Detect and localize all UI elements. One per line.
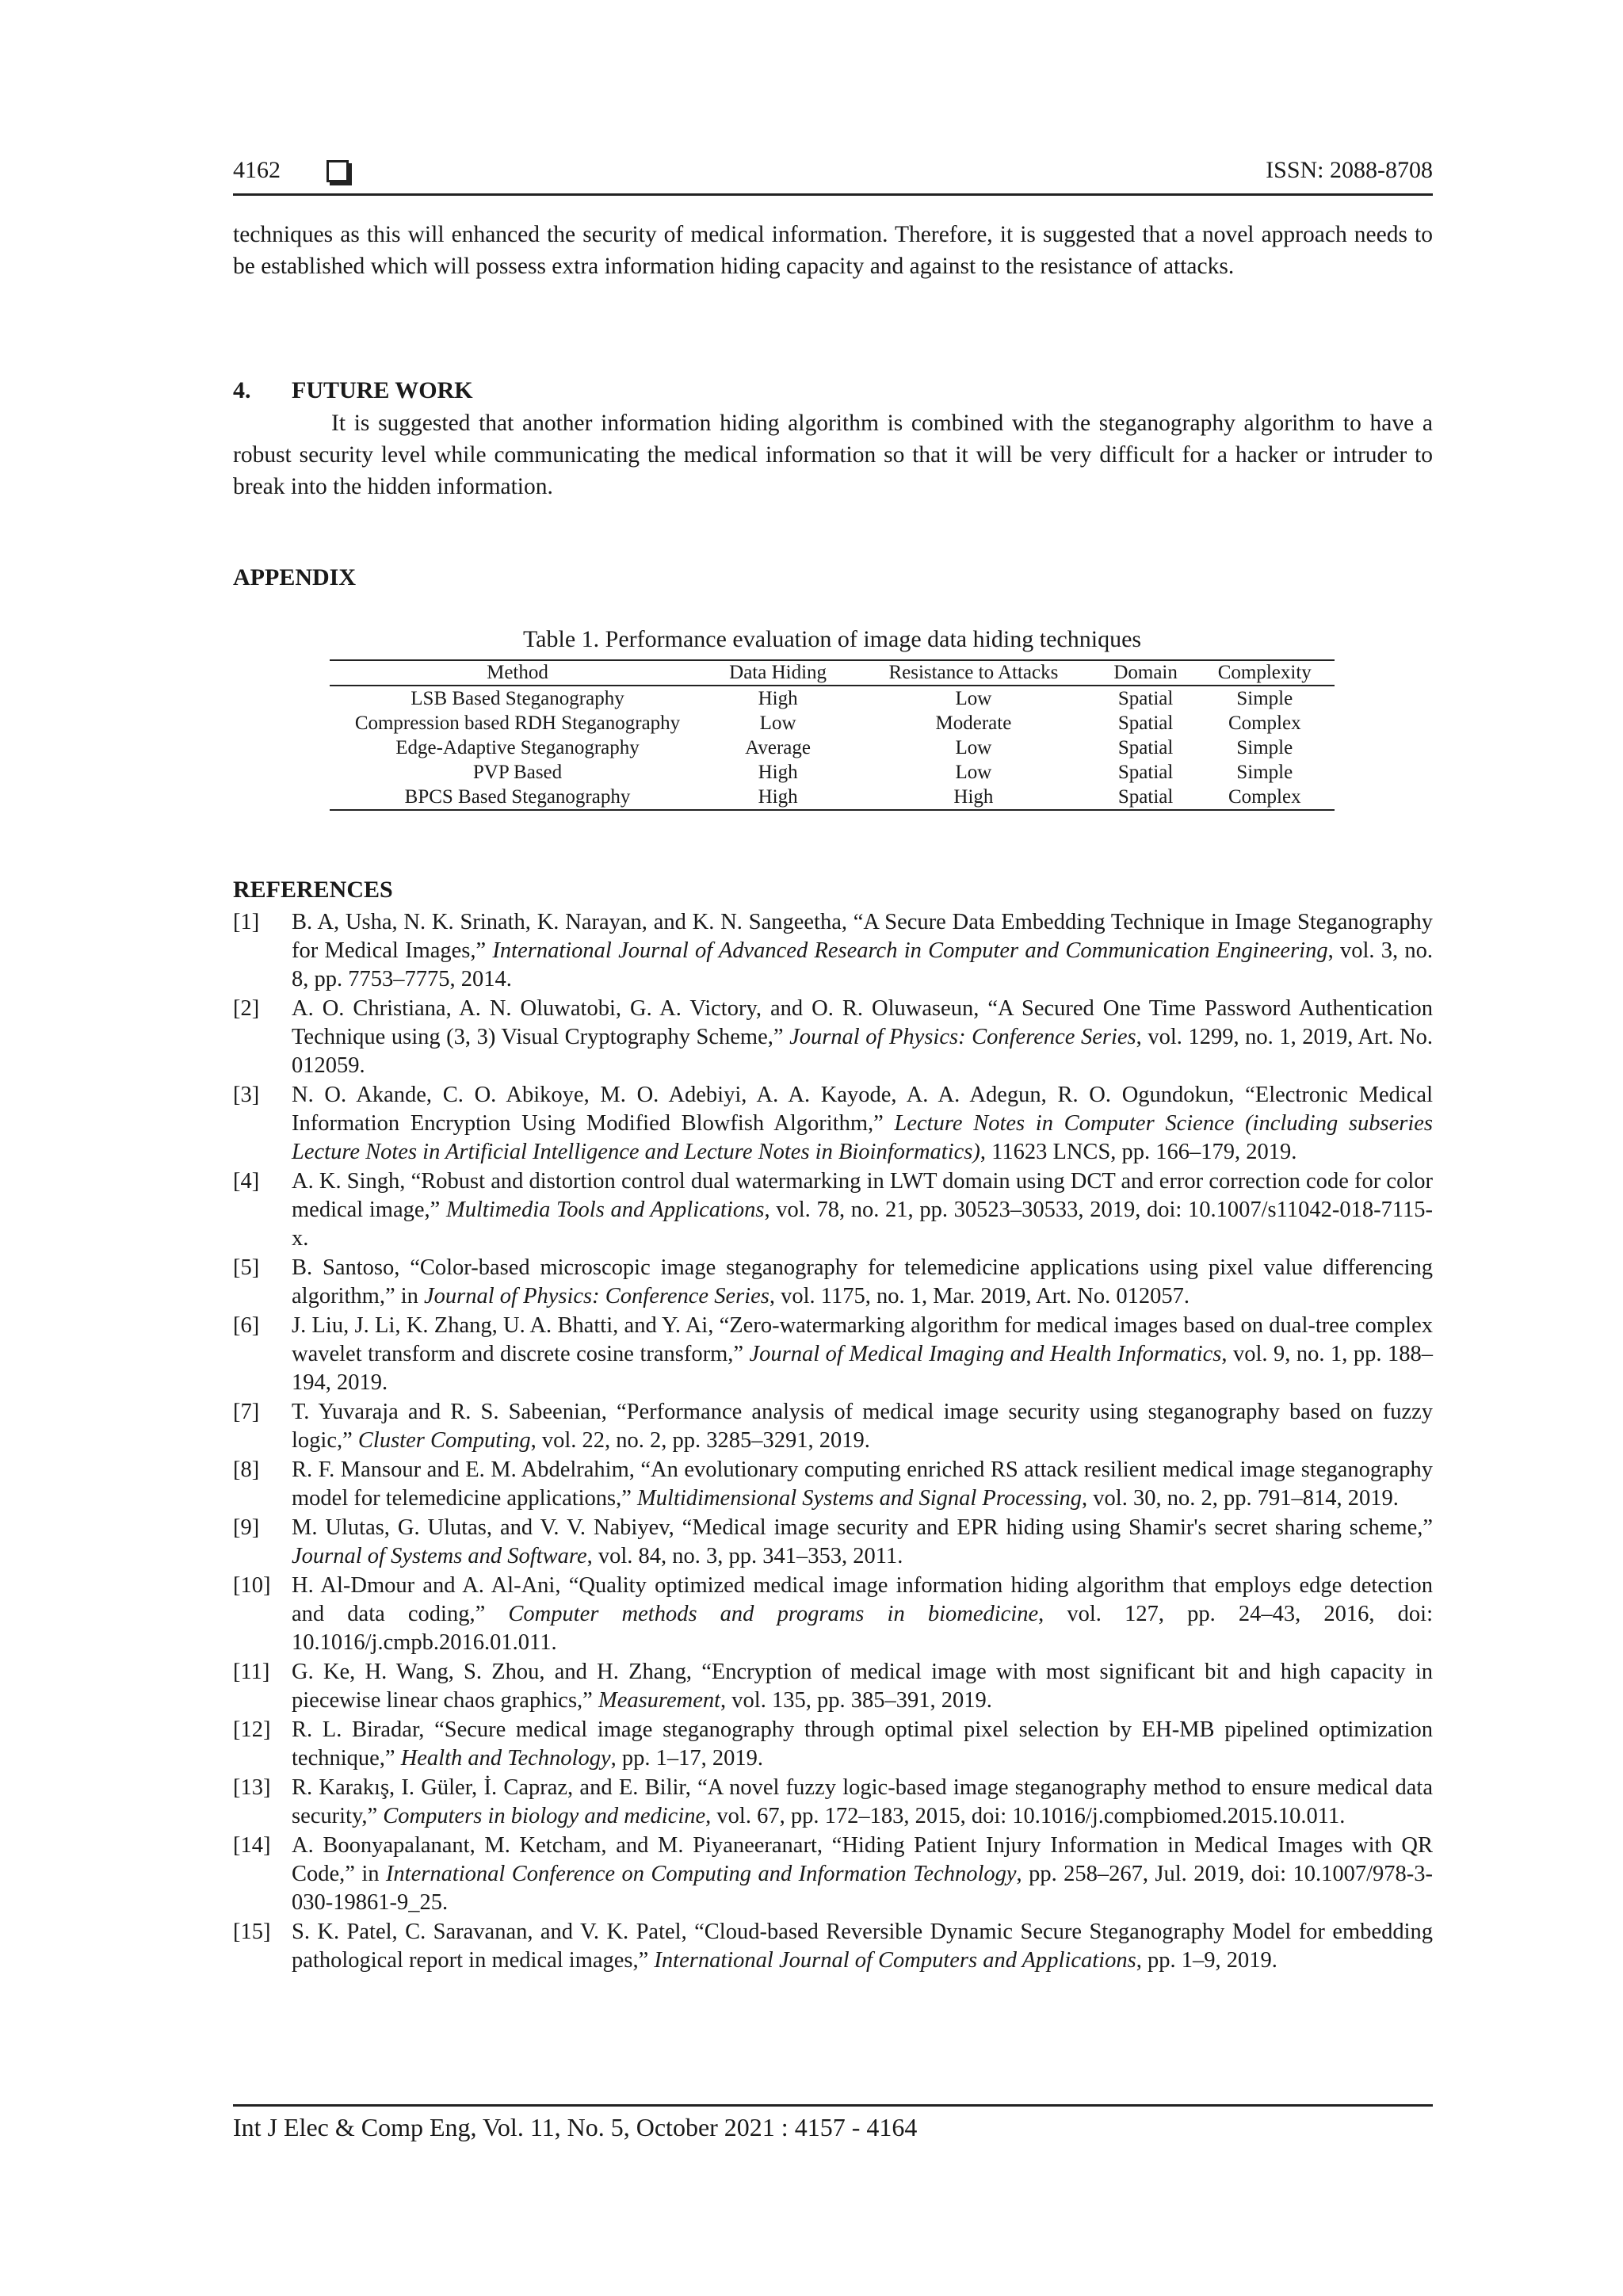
- reference-text: A. Boonyapalanant, M. Ketcham, and M. Piyaneeranart, “Hiding Patient Injury Information in Medical Images with QR Code,” in: [292, 1833, 1433, 1886]
- reference-venue: Measurement: [598, 1688, 721, 1713]
- reference-text: A. K. Singh, “Robust and distortion control dual watermarking in LWT domain using DCT and error correction code for color medical image,”: [292, 1169, 1433, 1222]
- reference-number: [14]: [233, 1833, 271, 1858]
- references-heading: REFERENCES: [233, 877, 393, 903]
- reference-venue: Health and Technology: [400, 1746, 611, 1771]
- table-cell: Spatial: [1097, 785, 1195, 810]
- reference-text: J. Liu, J. Li, K. Zhang, U. A. Bhatti, and Y. Ai, “Zero-watermarking algorithm for medical images based on dual-tree complex wavelet transform and discrete cosine transform,”: [292, 1313, 1433, 1366]
- reference-venue: Lecture Notes in Computer Science (including subseries Lecture Notes in Artificial Intelligence and Lecture Notes in Bioinformatics): [292, 1111, 1433, 1164]
- table-cell: Spatial: [1117, 736, 1174, 758]
- table-cell: Average: [745, 736, 811, 758]
- table-row: [330, 686, 1335, 711]
- reference-item: [233, 1832, 1433, 1917]
- reference-details: , vol. 84, no. 3, pp. 341–353, 2011.: [586, 1544, 903, 1568]
- reference-item: [233, 1456, 1433, 1513]
- reference-number: [13]: [233, 1775, 271, 1800]
- table-cell: Simple: [1236, 736, 1293, 758]
- reference-venue: Journal of Systems and Software: [292, 1544, 587, 1568]
- reference-text: R. Karakış, I. Güler, İ. Capraz, and E. Bilir, “A novel fuzzy logic-based image steganography method to ensure medical data security,”: [292, 1775, 1433, 1828]
- reference-venue: Computer methods and programs in biomedicine: [508, 1602, 1039, 1626]
- reference-details: , vol. 22, no. 2, pp. 3285–3291, 2019.: [530, 1428, 870, 1453]
- reference-details: , vol. 67, pp. 172–183, 2015, doi: 10.1016/j.compbiomed.2015.10.011.: [705, 1804, 1346, 1828]
- reference-item: [233, 1774, 1433, 1831]
- column-header: Method: [330, 660, 705, 686]
- section-heading-future-work: [233, 377, 473, 404]
- reference-number: [5]: [233, 1255, 260, 1280]
- reference-details: , vol. 30, no. 2, pp. 791–814, 2019.: [1082, 1486, 1399, 1511]
- table-row: [330, 760, 1335, 785]
- table-cell: Complex: [1195, 785, 1335, 810]
- reference-number: [8]: [233, 1457, 260, 1482]
- page-header: [233, 152, 1433, 196]
- reference-number: [3]: [233, 1083, 260, 1107]
- reference-text: G. Ke, H. Wang, S. Zhou, and H. Zhang, “Encryption of medical image with most significant bit and high capacity in piecewise linear chaos graphics,”: [292, 1660, 1433, 1713]
- reference-text: S. K. Patel, C. Saravanan, and V. K. Patel, “Cloud-based Reversible Dynamic Secure Steganography Model for embedding pathological report in medical images,”: [292, 1920, 1433, 1973]
- reference-text: M. Ulutas, G. Ulutas, and V. V. Nabiyev, “Medical image security and EPR hiding using Shamir's secret sharing scheme,”: [292, 1515, 1433, 1540]
- reference-venue: Journal of Physics: Conference Series: [424, 1284, 769, 1308]
- section-number: 4.: [233, 377, 251, 403]
- table-header-row: [330, 660, 1335, 686]
- reference-text: R. L. Biradar, “Secure medical image steganography through optimal pixel selection by EH-MB pipelined optimization technique,”: [292, 1717, 1433, 1771]
- table-cell: High: [850, 785, 1096, 810]
- table-cell: Compression based RDH Steganography: [354, 712, 681, 734]
- table-cell: Complex: [1228, 712, 1301, 734]
- reference-item: [233, 995, 1433, 1080]
- column-header: Domain: [1097, 660, 1195, 686]
- table-cell: Low: [955, 687, 992, 709]
- reference-venue: International Journal of Computers and Applications: [654, 1948, 1136, 1973]
- reference-item: [233, 1572, 1433, 1657]
- reference-item: [233, 1167, 1433, 1253]
- reference-text: H. Al-Dmour and A. Al-Ani, “Quality optimized medical image information hiding algorithm that employs edge detection and data coding,”: [292, 1573, 1433, 1626]
- intro-paragraph: techniques as this will enhanced the security of medical information. Therefore, it is suggested that a novel approach needs to be established which will possess extra information hiding capacity and against to the resistance of attacks.: [233, 222, 1433, 279]
- reference-number: [7]: [233, 1400, 260, 1424]
- table-cell: Low: [955, 736, 992, 758]
- square-box-icon: [327, 160, 349, 182]
- reference-details: , pp. 1–17, 2019.: [610, 1746, 763, 1771]
- issn-label: ISSN: 2088-8708: [1266, 157, 1433, 183]
- reference-number: [10]: [233, 1573, 271, 1598]
- reference-item: [233, 908, 1433, 994]
- table-cell: Moderate: [935, 712, 1012, 734]
- reference-details: , vol. 3, no. 8, pp. 7753–7775, 2014.: [292, 938, 1433, 991]
- reference-item: [233, 1254, 1433, 1311]
- reference-text: R. F. Mansour and E. M. Abdelrahim, “An evolutionary computing enriched RS attack resilient medical image steganography model for telemedicine applications,”: [292, 1457, 1433, 1511]
- table-cell: LSB Based Steganography: [411, 687, 624, 709]
- reference-venue: Computers in biology and medicine: [383, 1804, 706, 1828]
- reference-number: [9]: [233, 1515, 260, 1540]
- table-cell: Spatial: [1117, 761, 1174, 783]
- reference-details: , vol. 9, no. 1, pp. 188–194, 2019.: [292, 1342, 1434, 1395]
- section-title: FUTURE WORK: [292, 377, 473, 403]
- reference-item: [233, 1658, 1433, 1715]
- reference-venue: Journal of Physics: Conference Series: [789, 1025, 1136, 1049]
- reference-list: [233, 908, 1433, 1976]
- reference-text: T. Yuvaraja and R. S. Sabeenian, “Performance analysis of medical image security using steganography based on fuzzy logic,”: [292, 1400, 1433, 1453]
- reference-number: [1]: [233, 910, 260, 934]
- reference-venue: Multidimensional Systems and Signal Processing: [637, 1486, 1083, 1511]
- reference-details: , vol. 78, no. 21, pp. 30523–30533, 2019, doi: 10.1007/s11042-018-7115-x.: [292, 1198, 1433, 1251]
- reference-item: [233, 1918, 1433, 1975]
- reference-details: , vol. 1299, no. 1, 2019, Art. No. 012059.: [292, 1025, 1433, 1078]
- reference-number: [12]: [233, 1717, 271, 1742]
- future-work-paragraph: It is suggested that another information hiding algorithm is combined with the steganography algorithm to have a robust security level while communicating the medical information so that it will be very difficult for a hacker or intruder to break into the hidden information.: [233, 411, 1433, 499]
- table-row: [330, 735, 1335, 760]
- table-cell: Spatial: [1117, 712, 1174, 734]
- appendix-heading: APPENDIX: [233, 564, 356, 590]
- table-cell: BPCS Based Steganography: [330, 785, 705, 810]
- table-cell: PVP Based: [472, 761, 563, 783]
- reference-number: [2]: [233, 996, 260, 1021]
- reference-text: N. O. Akande, C. O. Abikoye, M. O. Adebiyi, A. A. Kayode, A. A. Adegun, R. O. Ogundokun, “Electronic Medical Information Encryption Using Modified Blowfish Algorithm,”: [292, 1083, 1433, 1136]
- table-cell: Simple: [1236, 687, 1293, 709]
- table-cell: High: [758, 687, 798, 709]
- reference-text: A. O. Christiana, A. N. Oluwatobi, G. A. Victory, and O. R. Oluwaseun, “A Secured One Time Password Authentication Technique using (3, 3) Visual Cryptography Scheme,”: [292, 996, 1433, 1049]
- reference-details: , 11623 LNCS, pp. 166–179, 2019.: [980, 1140, 1297, 1164]
- reference-details: , vol. 127, pp. 24–43, 2016, doi: 10.1016/j.cmpb.2016.01.011.: [292, 1602, 1433, 1655]
- reference-venue: International Journal of Advanced Research in Computer and Communication Engineering: [492, 938, 1328, 963]
- column-header: Complexity: [1195, 660, 1335, 686]
- reference-details: , vol. 135, pp. 385–391, 2019.: [720, 1688, 992, 1713]
- reference-number: [6]: [233, 1313, 260, 1338]
- reference-number: [15]: [233, 1920, 271, 1944]
- reference-details: , pp. 258–267, Jul. 2019, doi: 10.1007/978-3-030-19861-9_25.: [292, 1862, 1433, 1915]
- table-cell: Spatial: [1117, 687, 1174, 709]
- reference-venue: Cluster Computing: [357, 1428, 531, 1453]
- page-footer: Int J Elec & Comp Eng, Vol. 11, No. 5, October 2021 : 4157 - 4164: [233, 2104, 1433, 2142]
- reference-number: [11]: [233, 1660, 270, 1684]
- reference-item: [233, 1312, 1433, 1397]
- table-cell: Low: [955, 761, 992, 783]
- reference-item: [233, 1514, 1433, 1571]
- reference-item: [233, 1398, 1433, 1455]
- reference-text: B. A, Usha, N. K. Srinath, K. Narayan, and K. N. Sangeetha, “A Secure Data Embedding Technique in Image Steganography for Medical Images,”: [292, 910, 1433, 963]
- reference-text: B. Santoso, “Color-based microscopic image steganography for telemedicine applications using pixel value differencing algorithm,” in: [292, 1255, 1433, 1308]
- reference-venue: Multimedia Tools and Applications: [445, 1198, 765, 1222]
- table-cell: Low: [759, 712, 796, 734]
- performance-table: [330, 659, 1335, 811]
- table-row: [330, 785, 1335, 810]
- reference-venue: International Conference on Computing and Information Technology: [385, 1862, 1017, 1886]
- reference-details: , vol. 1175, no. 1, Mar. 2019, Art. No. 012057.: [769, 1284, 1190, 1308]
- table-cell: Edge-Adaptive Steganography: [395, 736, 640, 758]
- table-row: [330, 711, 1335, 735]
- column-header: Data Hiding: [705, 660, 850, 686]
- table-cell: High: [758, 761, 798, 783]
- reference-details: , pp. 1–9, 2019.: [1136, 1948, 1277, 1973]
- reference-number: [4]: [233, 1169, 260, 1194]
- table-cell: Simple: [1236, 761, 1293, 783]
- reference-item: [233, 1716, 1433, 1773]
- reference-item: [233, 1081, 1433, 1167]
- reference-venue: Journal of Medical Imaging and Health Informatics: [749, 1342, 1222, 1366]
- column-header: Resistance to Attacks: [850, 660, 1096, 686]
- table-caption: Table 1. Performance evaluation of image data hiding techniques: [522, 626, 1142, 652]
- table-cell: High: [705, 785, 850, 810]
- page-number: 4162: [233, 157, 281, 183]
